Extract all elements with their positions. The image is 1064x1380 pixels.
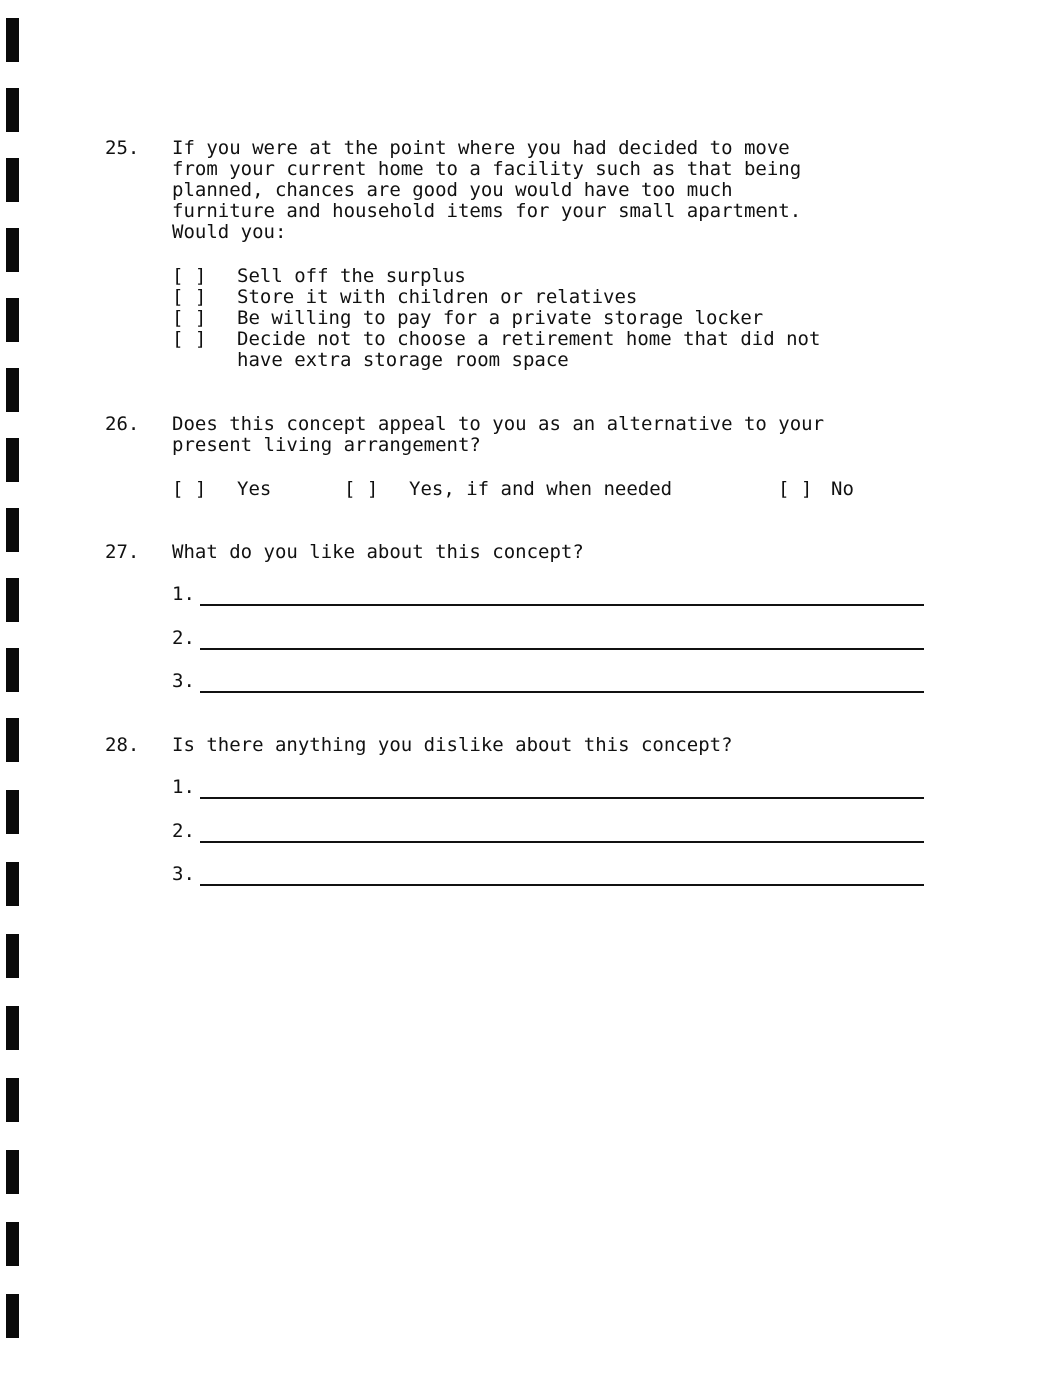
answer-line-1[interactable] (172, 584, 924, 608)
answer-line-1[interactable] (172, 777, 924, 801)
binding-hole (6, 438, 19, 482)
option-yes[interactable] (172, 479, 271, 500)
option-yes-if-needed[interactable] (344, 479, 672, 500)
option-label: Store it with children or relatives (237, 286, 638, 308)
binding-hole (6, 88, 19, 132)
option-label: No (831, 478, 854, 500)
binding-hole (6, 1078, 19, 1122)
checkbox[interactable]: [ ] (172, 286, 207, 308)
answer-number: 2. (172, 627, 195, 649)
answer-line-2[interactable] (172, 628, 924, 652)
binding-hole (6, 298, 19, 342)
question-number: 28. (105, 734, 140, 756)
binding-hole (6, 1150, 19, 1194)
option-label: Decide not to choose a retirement home that did not have extra storage room space (237, 328, 821, 371)
question-number: 26. (105, 413, 140, 435)
checkbox[interactable]: [ ] (172, 328, 207, 350)
option-label: Sell off the surplus (237, 265, 466, 287)
binding-hole (6, 1294, 19, 1338)
checkbox[interactable]: [ ] (172, 265, 207, 287)
question-number: 27. (105, 541, 140, 563)
binding-hole (6, 158, 19, 202)
option-label: Yes (237, 478, 272, 500)
binding-holes (0, 0, 30, 1380)
binding-hole (6, 18, 19, 62)
checkbox[interactable]: [ ] (778, 478, 813, 500)
binding-hole (6, 718, 19, 762)
answer-rule[interactable] (200, 797, 924, 799)
answer-number: 1. (172, 776, 195, 798)
answer-rule[interactable] (200, 604, 924, 606)
option-decide-not-to-choose[interactable] (172, 329, 937, 371)
question-text: Does this concept appeal to you as an alternative to your present living arrangement? (172, 413, 825, 456)
option-label: Yes, if and when needed (409, 478, 673, 500)
option-storage-locker[interactable] (172, 308, 937, 329)
option-sell-surplus[interactable] (172, 266, 937, 287)
binding-hole (6, 1006, 19, 1050)
binding-hole (6, 228, 19, 272)
binding-hole (6, 934, 19, 978)
binding-hole (6, 1222, 19, 1266)
binding-hole (6, 862, 19, 906)
answer-line-2[interactable] (172, 821, 924, 845)
option-store-with-relatives[interactable] (172, 287, 937, 308)
binding-hole (6, 578, 19, 622)
question-text: If you were at the point where you had decided to move from your current home to a facility such as that being planned, chances are good you would have too much furniture and household items for your small apartment. Would you: (172, 137, 802, 243)
answer-line-3[interactable] (172, 671, 924, 695)
checkbox[interactable]: [ ] (172, 478, 207, 500)
answer-rule[interactable] (200, 884, 924, 886)
binding-hole (6, 648, 19, 692)
answer-rule[interactable] (200, 648, 924, 650)
binding-hole (6, 790, 19, 834)
binding-hole (6, 368, 19, 412)
answer-line-3[interactable] (172, 864, 924, 888)
answer-number: 2. (172, 820, 195, 842)
checkbox[interactable]: [ ] (172, 307, 207, 329)
answer-number: 1. (172, 583, 195, 605)
answer-number: 3. (172, 670, 195, 692)
question-number: 25. (105, 137, 140, 159)
checkbox[interactable]: [ ] (344, 478, 379, 500)
question-text: Is there anything you dislike about this concept? (172, 734, 733, 756)
option-label: Be willing to pay for a private storage locker (237, 307, 764, 329)
answer-number: 3. (172, 863, 195, 885)
question-text: What do you like about this concept? (172, 541, 584, 563)
option-no[interactable] (778, 479, 854, 500)
binding-hole (6, 508, 19, 552)
answer-rule[interactable] (200, 841, 924, 843)
answer-rule[interactable] (200, 691, 924, 693)
